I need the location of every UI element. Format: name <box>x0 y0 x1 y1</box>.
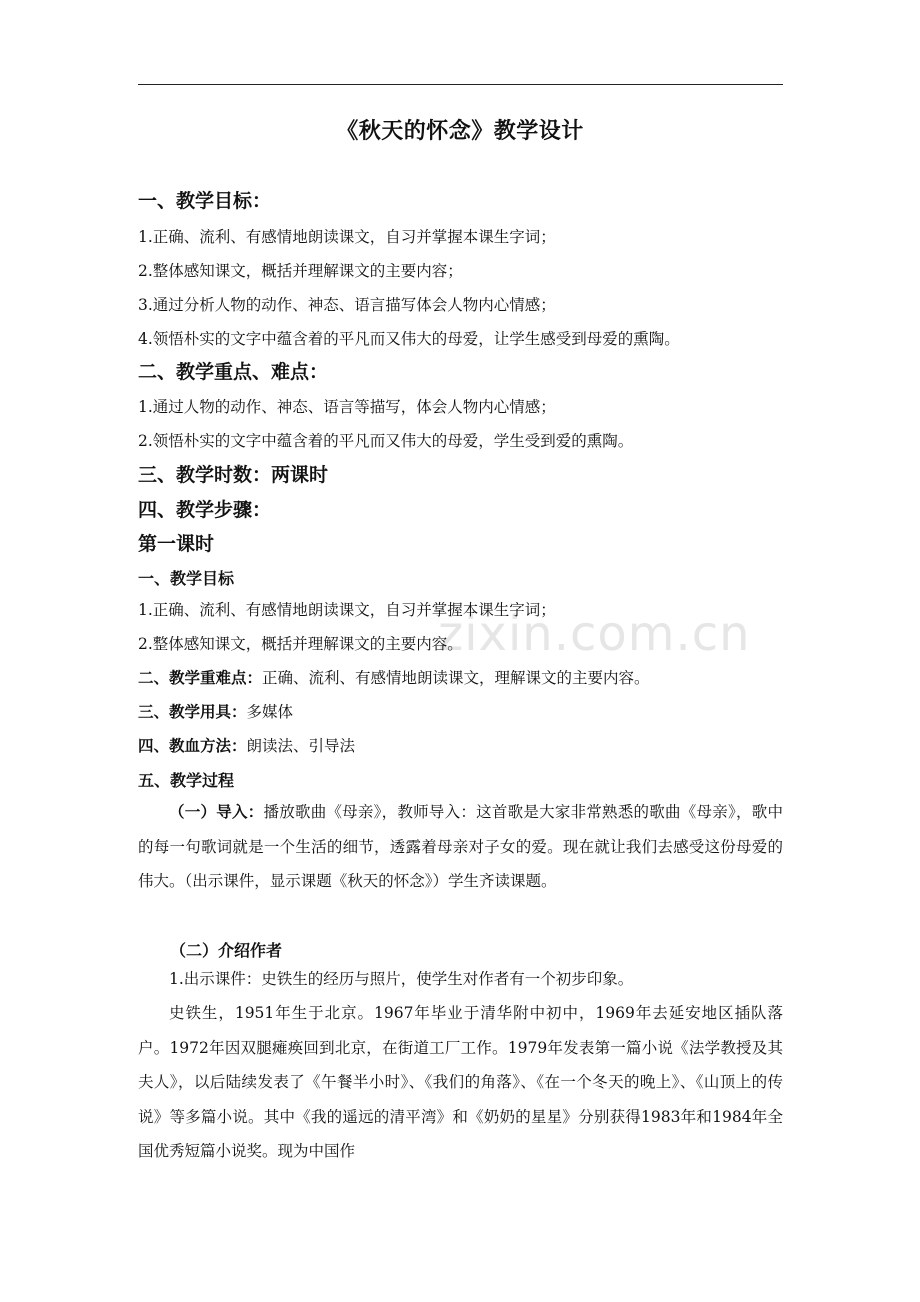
l1-method-label: 四、教血方法： <box>138 737 247 755</box>
author-bio: 史铁生，1951年生于北京。1967年毕业于清华附中初中，1969年去延安地区插队落户。1972年因双腿瘫痪回到北京，在街道工厂工作。1979年发表第一篇小说《法学教授及其夫人》，以后陆续发表了《午餐半小时》、《我们的角落》、《在一个冬天的晚上》、《山顶上的传说》等多篇小说。其中《我的遥远的清平湾》和《奶奶的星星》分别获得1983年和1984年全国优秀短篇小说奖。现为中国作 <box>138 1004 783 1160</box>
l1-method-row <box>138 734 788 756</box>
lesson-one-heading: 第一课时 <box>138 533 215 555</box>
l1-process-heading: 五、教学过程 <box>138 771 235 790</box>
document-title: 《秋天的怀念》教学设计 <box>336 119 584 144</box>
l1-key-label: 二、教学重难点： <box>138 669 263 687</box>
objective-item: 3.通过分析人物的动作、神态、语言描写体会人物内心情感； <box>138 296 556 314</box>
intro-label: （一）导入： <box>169 803 264 821</box>
l1-objectives-heading: 一、教学目标 <box>138 569 235 588</box>
l1-tools-text: 多媒体 <box>246 703 294 721</box>
key-point-item: 2.领悟朴实的文字中蕴含着的平凡而又伟大的母爱，学生受到爱的熏陶。 <box>138 432 634 450</box>
l1-objective-item: 2.整体感知课文，概括并理解课文的主要内容。 <box>138 635 463 653</box>
author-step: 1.出示课件：史铁生的经历与照片，使学生对作者有一个初步印象。 <box>169 970 634 988</box>
key-points-heading: 二、教学重点、难点： <box>138 361 329 383</box>
key-point-item: 1.通过人物的动作、神态、语言等描写，体会人物内心情感； <box>138 398 556 416</box>
intro-paragraph <box>138 795 783 899</box>
author-heading: （二）介绍作者 <box>170 941 283 960</box>
objectives-heading: 一、教学目标： <box>138 190 272 212</box>
header-rule <box>138 84 783 85</box>
l1-key-row <box>138 666 788 688</box>
steps-heading: 四、教学步骤： <box>138 499 272 521</box>
hours-heading: 三、教学时数：两课时 <box>138 464 329 486</box>
intro-text: 播放歌曲《母亲》，教师导入：这首歌是大家非常熟悉的歌曲《母亲》，歌中的每一句歌词就是一个生活的细节，透露着母亲对子女的爱。现在就让我们去感受这份母爱的伟大。（出示课件，显示课题《秋天的怀念》）学生齐读课题。 <box>138 803 783 890</box>
l1-tools-row <box>138 700 788 722</box>
objective-item: 4.领悟朴实的文字中蕴含着的平凡而又伟大的母爱，让学生感受到母爱的熏陶。 <box>138 330 680 348</box>
objective-item: 1.正确、流利、有感情地朗读课文，自习并掌握本课生字词； <box>138 228 556 246</box>
l1-objective-item: 1.正确、流利、有感情地朗读课文，自习并掌握本课生字词； <box>138 601 556 619</box>
watermark: zixin.com.cn <box>438 606 751 662</box>
l1-tools-label: 三、教学用具： <box>138 703 247 721</box>
l1-method-text: 朗读法、引导法 <box>246 737 356 755</box>
objective-item: 2.整体感知课文，概括并理解课文的主要内容； <box>138 262 463 280</box>
l1-key-text: 正确、流利、有感情地朗读课文，理解课文的主要内容。 <box>262 669 650 687</box>
